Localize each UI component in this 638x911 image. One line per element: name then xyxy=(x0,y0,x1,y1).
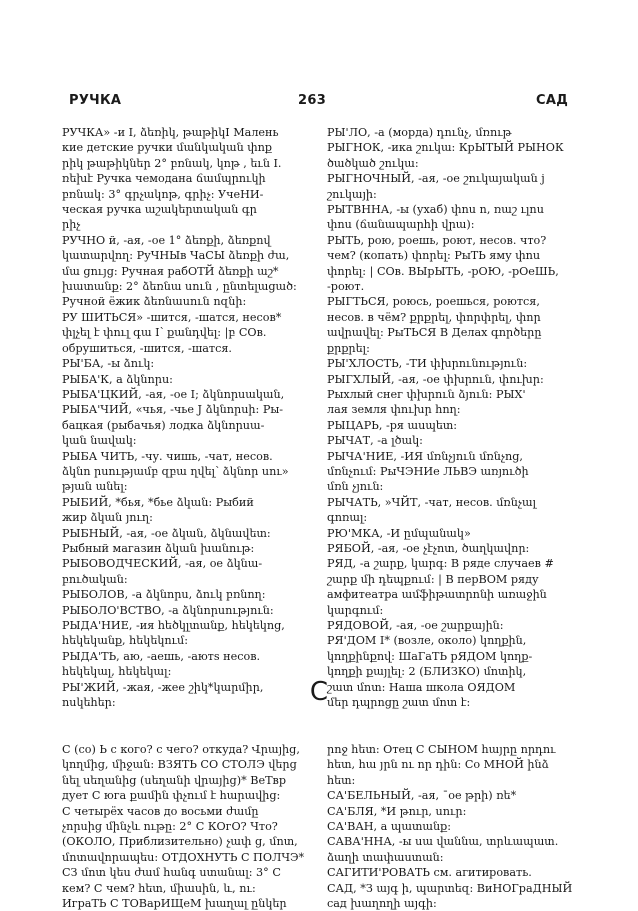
dictionary-line: կողմից, միջան: ВЗЯТЬ СО СТОЛЭ վերց xyxy=(62,758,297,772)
dictionary-line: РЫТЬ, рою, роешь, роют, несов. что? xyxy=(327,233,547,247)
dictionary-line: РЯ'ДОМ I* (возле, около) կողքին, xyxy=(327,634,527,648)
dictionary-line: րիչ xyxy=(62,218,81,232)
dictionary-line: РЫ'ЛО, -а (морда) դունչ, մռութ xyxy=(327,126,512,139)
dictionary-line: շուկայի: xyxy=(327,187,377,201)
dictionary-line: РЫБИЙ, *бья, *бье ձկան: Рыбий xyxy=(62,495,254,509)
dictionary-line: թյան անել: xyxy=(62,480,128,494)
dictionary-line: С четырёх часов до восьми ժամը xyxy=(62,804,259,818)
dictionary-line: ձաղի տափաստան: xyxy=(327,850,444,864)
dictionary-line: բռնակ: 3° գրչակոթ, գրիչ: УчеНИ- xyxy=(62,187,264,201)
dictionary-line: СА'БЛЯ, *И թուր, սուր: xyxy=(327,804,467,818)
dictionary-line: РЫГТЬСЯ, роюсь, роешься, роются, xyxy=(327,295,540,309)
dictionary-line: амфитеатра ամֆիթատրոնի առաջին xyxy=(327,588,547,602)
bottom-right-column xyxy=(327,742,575,911)
dictionary-line: РЫ'ХЛОСТЬ, -ТИ փխրունություն: xyxy=(327,357,528,371)
dictionary-line: մեր դպրոցը շատ մոտ է: xyxy=(327,696,471,710)
dictionary-line: գոռալ: xyxy=(327,511,368,525)
dictionary-line: կատարվող: РуЧНЫв ЧаСЫ ձեռքի ժա, xyxy=(62,249,290,263)
dictionary-line: րոջ հետ: Отец С СЫНОМ հայրը որդու xyxy=(327,743,556,756)
dictionary-line: лая земля փուխր հող: xyxy=(327,403,461,417)
dictionary-line: РЫГХЛЫЙ, -ая, -ое փխրուն, փուխր: xyxy=(327,372,544,386)
dictionary-line: чем? (копать) փորել: РыТЬ яму փոս xyxy=(327,249,541,263)
dictionary-line: ավրավել: РыТЬСЯ В Делах գործերը xyxy=(327,326,542,340)
dictionary-line: հեկեկանք, հեկեկում: xyxy=(62,634,189,648)
dictionary-line: ծածկած շուկա: xyxy=(327,156,419,170)
dictionary-line: չորսից մինչև ութը: 2° С КОгО? Что? xyxy=(62,820,278,834)
dictionary-line: Рыхлый снег փխրուն ձյուն: РЫХ' xyxy=(327,387,526,401)
running-head-left: РУЧКА xyxy=(69,93,122,108)
dictionary-line: РЫБОЛОВ, -а ձկնորս, ձուկ բռնող: xyxy=(62,588,266,602)
dictionary-line: ռեխէ Ручка чемодана ճամպրուկի xyxy=(62,172,266,186)
dictionary-line: մոտավորապես: ОТДОХНУТЬ С ПОЛЧЭ* xyxy=(62,850,305,864)
dictionary-line: сад խաղողի այգի: xyxy=(327,897,437,911)
section-letter: С xyxy=(309,677,329,707)
dictionary-line: РЯБОЙ, -ая, -ое չէչոտ, ծաղկավոր: xyxy=(327,541,530,555)
dictionary-line: РЫГНОК, -ика շուկա: КрЫТЫЙ РЫНОК xyxy=(327,141,564,155)
dictionary-line: кие детские ручки մանկական փոք xyxy=(62,141,273,155)
dictionary-line: РЫБОВОДЧЕСКИЙ, -ая, ое ձկնա- xyxy=(62,557,263,571)
dictionary-line: РЫЧАТ, -а լծակ: xyxy=(327,434,423,448)
dictionary-line: РЫБОЛО'ВСТВО, -а ձկնորսություն: xyxy=(62,603,274,617)
dictionary-line: ческая ручка աշակերտական գր xyxy=(62,203,257,217)
dictionary-line: նել սեղանից (սեղանի վրայից)* ВеТвр xyxy=(62,773,287,787)
dictionary-line: խատանք: 2° ձեռնա սուն , ընտելացած: xyxy=(62,280,297,294)
dictionary-line: ИграТЬ С ТОВарИЩеМ խաղալ ընկեր xyxy=(62,897,287,911)
dictionary-line: Ручной ёжик ձեռնասուն ոզնի: xyxy=(62,295,247,309)
dictionary-line: РЫБА'ЧИЙ, «чья, -чье J ձկնորսի: Ры- xyxy=(62,403,284,417)
dictionary-line: РЫЧАТЬ, »ЧЙТ, -чат, несов. մռնչալ xyxy=(327,495,537,509)
dictionary-line: РЫТВННА, -ы (ухаб) փոս ո, ռաշ ւլոս xyxy=(327,203,544,217)
dictionary-line: փորել: | СОв. ВЫрЫТЬ, -рОЮ, -рОеШЬ, xyxy=(327,264,559,278)
dictionary-line: բուծական: xyxy=(62,572,128,586)
dictionary-line: մռն չյուն: xyxy=(327,480,384,494)
dictionary-line: հետ, հա յրն ու որ դին: Со МНОЙ ինձ xyxy=(327,758,549,772)
dictionary-line: քրքրել: xyxy=(327,341,370,355)
dictionary-line: СЗ մոտ կես ժամ հանգ ստանալ: 3° С xyxy=(62,866,281,880)
dictionary-line: РУЧНО й, -ая, -ое 1° ձեռքի, ձեռքով xyxy=(62,233,271,247)
dictionary-line: САД, *З այգ ի, պարտեզ: ВиНОГраДНЫЙ xyxy=(327,881,573,895)
dictionary-line: РЫ'БА, -ы ձուկ: xyxy=(62,357,155,371)
dictionary-line: РЫ'ЖИЙ, -жая, -жее շիկ*կարմիր, xyxy=(62,680,264,694)
running-head-right: САД xyxy=(536,93,569,108)
dictionary-line: РЫДА'ТЬ, аю, -аешь, -аютs несов. xyxy=(62,649,261,663)
dictionary-line: СА'ВАН, а պատանք: xyxy=(327,820,452,834)
dictionary-line: САВА'ННА, -ы սա վաննա, տրևապատ. xyxy=(327,835,559,849)
dictionary-line: РЯД, -а շարք, կարգ: В ряде случаев # xyxy=(327,557,554,571)
dictionary-line: САГИТИ'РОВАТЬ см. агитировать. xyxy=(327,866,532,880)
dictionary-line: կողքինքով: ШаГаТЬ рЯДОМ կողք- xyxy=(327,649,533,663)
bottom-left-column xyxy=(62,742,321,911)
dictionary-line: Рыбный магазин ձկան խանութ: xyxy=(62,541,255,555)
dictionary-line: րիկ թաթիկներ 2° բռնակ, կոթ , եւն I. xyxy=(62,156,282,170)
left-column xyxy=(62,125,321,710)
dictionary-line: РЫБА ЧИТЬ, -чу. чишь, -чат, несов. xyxy=(62,449,273,463)
dictionary-line: РЫГНОЧНЫЙ, -ая, -ое շուկայական j xyxy=(327,172,545,186)
dictionary-line: несов. в чём? քրքրել, փորփրել, փոր xyxy=(327,310,541,324)
dictionary-line: С (со) Ь с кого? с чего? откуда? Վրայից, xyxy=(62,743,300,756)
dictionary-line: РЮ'МКА, -И ըմպանակ» xyxy=(327,526,471,540)
dictionary-line: շատ մոտ: Наша школа ОЯДОМ xyxy=(327,680,516,694)
page-number: 263 xyxy=(298,93,327,108)
dictionary-line: ձկնո րսությամբ զբա ղվել՝ ձկնոր սու» xyxy=(62,464,289,478)
dictionary-line: փլչել է փուլ գա I՝ քանդվել: |բ СОв. xyxy=(62,326,267,340)
dictionary-line: РЫБА'ЦКИЙ, -ая, -ое I; ձկնորսական, xyxy=(62,387,285,401)
dictionary-line: РЯДОВОЙ, -ая, -ое շարքային: xyxy=(327,619,504,632)
dictionary-line: РЫБА'К, а ձկնորս: xyxy=(62,372,173,386)
dictionary-line: ոսկեհեր: xyxy=(62,696,116,710)
dictionary-line: РЫЧА'НИЕ, -ИЯ մռնչյուն մռնչոց, xyxy=(327,449,523,463)
dictionary-line: РЫДА'НИЕ, -ия հեծկլտանք, հեկեկոց, xyxy=(62,619,285,632)
dictionary-line: կան նավակ: xyxy=(62,434,137,448)
dictionary-line: РУ ШИТЬСЯ» -шится, -шатся, несов* xyxy=(62,310,282,324)
dictionary-line: РЫЦАРЬ, -ря ասպետ: xyxy=(327,418,458,432)
dictionary-line: մա ցույց: Ручная рабОТЙ ձեռքի աշ* xyxy=(62,264,279,278)
dictionary-line: կողքի քայլել: 2 (БЛИЗКО) մոտիկ, xyxy=(327,665,527,679)
dictionary-line: бацкая (рыбачья) лодка ձկնորսա- xyxy=(62,418,265,432)
dictionary-line: РЫБНЫЙ, -ая, -ое ձկան, ձկնավետ: xyxy=(62,526,271,540)
dictionary-line: обрушиться, -шится, -шатся. xyxy=(62,341,232,355)
dictionary-line: հեկեկալ, հեկեկալ: xyxy=(62,665,172,679)
dictionary-line: жир ձկան յուղ: xyxy=(62,511,153,525)
dictionary-line: -роют. xyxy=(327,280,365,294)
dictionary-line: շարք մի դեպքում: | В перВОМ ряду xyxy=(327,572,539,586)
dictionary-line: кем? С чем? հետ, միասին, և, ու: xyxy=(62,881,256,895)
dictionary-line: փոս (ճանապարհի վրա): xyxy=(327,218,475,232)
dictionary-line: дует С юга քամին փչում է հարավից: xyxy=(62,789,281,803)
dictionary-line: СА'БЕЛЬНЫЙ, -ая, ¯ое թրի) ռե* xyxy=(327,789,517,803)
dictionary-line: մռնչում: РыЧЭНИе ЛЬВЭ առյուծի xyxy=(327,464,529,478)
dictionary-line: հետ: xyxy=(327,773,356,787)
dictionary-line: (ОКОЛО, Приблизительно) չափ ց, մոտ, xyxy=(62,835,298,849)
dictionary-line: РУЧКА» -и I, ձեռիկ, թաթիկI Малень xyxy=(62,126,279,139)
dictionary-line: կարգում: xyxy=(327,603,384,617)
right-column xyxy=(327,125,575,710)
